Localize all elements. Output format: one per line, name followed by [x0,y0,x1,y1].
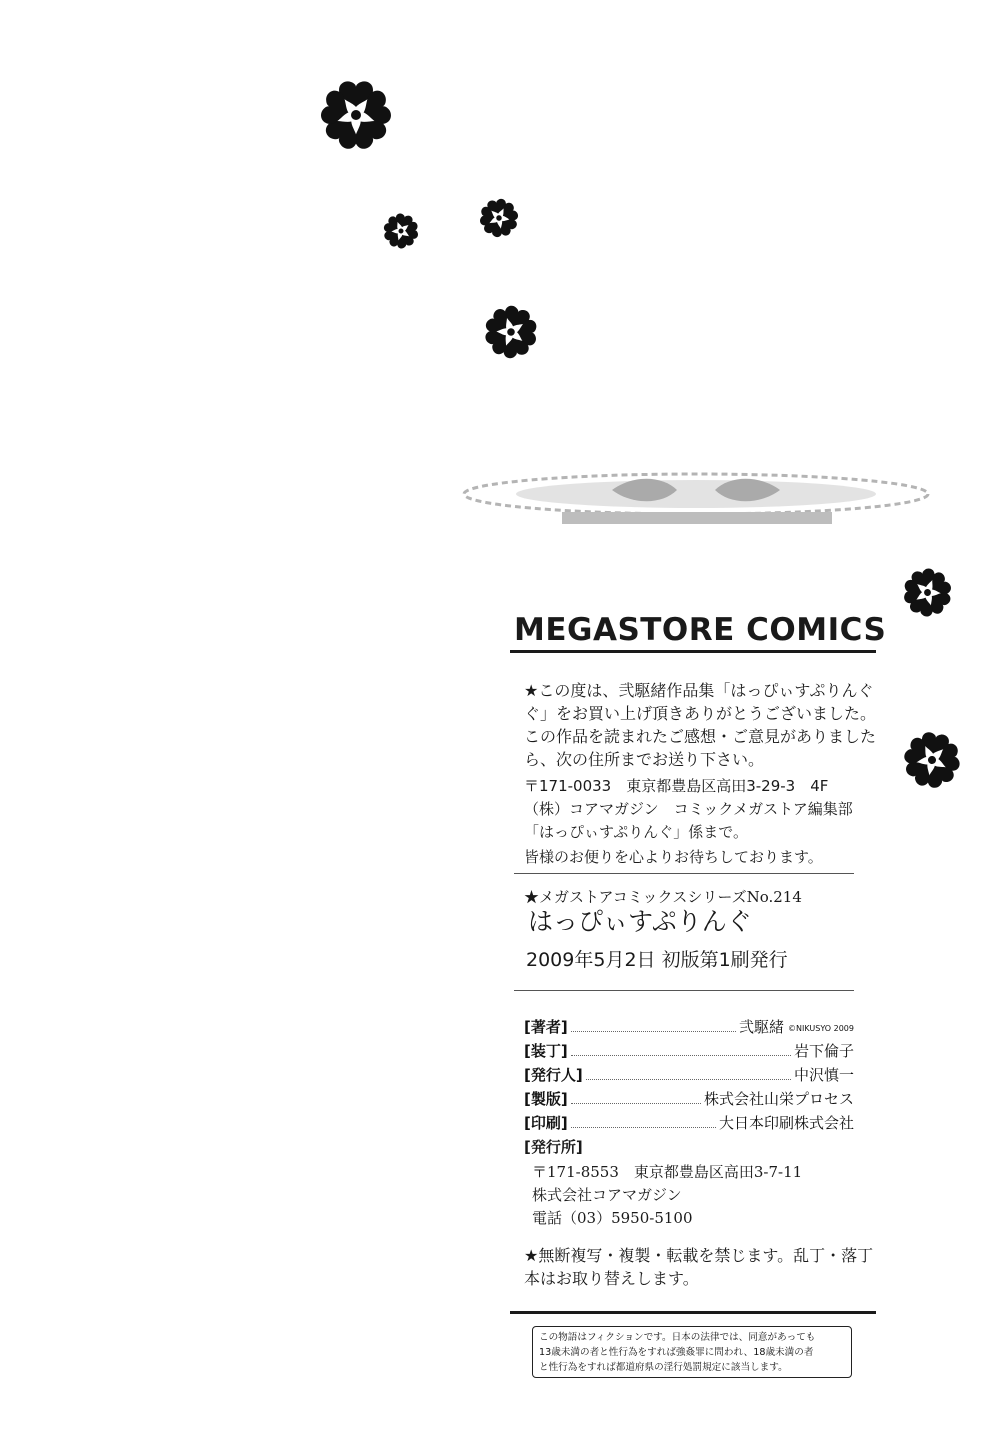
credit-name: 大日本印刷株式会社 [718,1114,854,1132]
clover-icon [477,196,521,240]
message-line: ぐ」をお買い上げ頂きありがとうございました。 [524,704,877,723]
credit-role: [発行人] [524,1066,583,1084]
publisher-phone: 電話（03）5950-5100 [532,1209,693,1227]
fiction-notice-box [532,1326,852,1378]
credit-row-printing [524,1111,854,1133]
book-title: はっぴぃすぷりんぐ [528,907,752,936]
clover-icon [900,728,964,792]
publisher-name: 株式会社コアマガジン [532,1186,682,1204]
credit-role: [製版] [524,1090,568,1108]
credit-name: 株式会社山栄プロセス [703,1090,854,1108]
credit-row-design [524,1039,854,1061]
credit-role: [印刷] [524,1114,568,1132]
credit-row-publisher-person [524,1063,854,1085]
clover-icon [900,565,955,620]
copy-notice-line: ★無断複写・複製・転載を禁じます。乱丁・落丁 [524,1246,874,1265]
clover-icon [481,302,541,362]
credit-role: [装丁] [524,1042,568,1060]
clover-icon [316,75,396,155]
section-divider [514,990,854,991]
series-logo: MEGASTORE COMICS [514,612,887,648]
faded-logo-stamp [462,470,930,528]
message-line: この作品を読まれたご感想・ご意見がありました [524,727,877,746]
address-line: （株）コアマガジン コミックメガストア編集部 [524,800,853,818]
first-print-date: 2009年5月2日 初版第1刷発行 [526,949,788,971]
closing-line: 皆様のお便りを心よりお待ちしております。 [524,848,823,866]
leader-dots [571,1103,701,1104]
fiction-notice-line: この物語はフィクションです。日本の法律では、同意があっても [539,1332,816,1343]
address-line: 〒171-0033 東京都豊島区高田3-29-3 4F [524,777,829,795]
clover-icon [381,211,421,251]
leader-dots [571,1127,716,1128]
message-line: ら、次の住所までお送り下さい。 [524,750,765,769]
leader-dots [586,1079,791,1080]
fiction-notice-line: 13歳未満の者と性行為をすれば強姦罪に問われ、18歳未満の者 [539,1347,814,1358]
logo-underline [510,650,876,653]
publisher-address: 〒171-8553 東京都豊島区高田3-7-11 [532,1163,803,1181]
credit-row-plate [524,1087,854,1109]
series-number: ★メガストアコミックスシリーズNo.214 [524,888,802,906]
leader-dots [571,1031,736,1032]
message-line: ★この度は、弐駆緒作品集「はっぴぃすぷりんぐ [524,681,874,700]
fiction-notice-line: と性行為をすれば都道府県の淫行処罰規定に該当します。 [539,1362,788,1373]
credit-name: 中沢慎一 [793,1066,854,1084]
credit-row-author [524,1015,854,1037]
bottom-rule [510,1311,876,1314]
leader-dots [571,1055,791,1056]
credit-name: 岩下倫子 [793,1042,854,1060]
address-line: 「はっぴぃすぷりんぐ」係まで。 [524,823,748,841]
credit-name: 弐駆緒 [739,1018,785,1036]
publisher-label: [発行所] [524,1138,583,1156]
credit-role: [著者] [524,1018,568,1036]
copyright-text: ©NIKUSYO 2009 [788,1024,854,1033]
section-divider [514,873,854,874]
copy-notice-line: 本はお取り替えします。 [524,1269,699,1288]
